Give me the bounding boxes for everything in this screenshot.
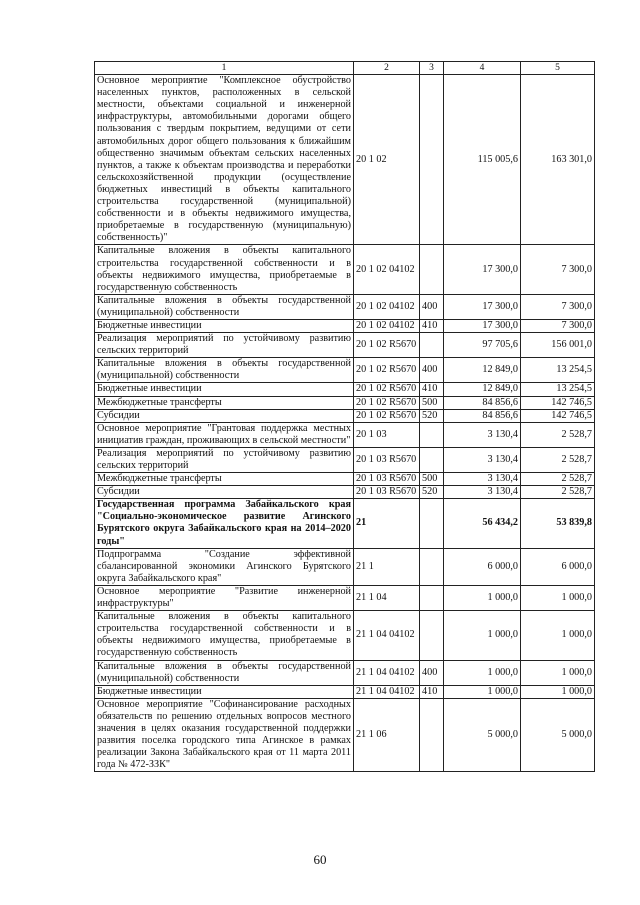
row-code-cell: 21 1 04 04102 [354, 685, 420, 698]
row-expense-type-cell [420, 245, 444, 294]
row-value-1-cell: 1 000,0 [444, 611, 521, 660]
table-header-row [95, 62, 595, 75]
row-value-1-cell: 1 000,0 [444, 685, 521, 698]
row-expense-type-cell [420, 75, 444, 245]
table-row [95, 611, 595, 660]
table-row [95, 585, 595, 610]
table-row [95, 409, 595, 422]
row-name-cell: Капитальные вложения в объекты капитального строительства государственной собственности и в объекты недвижимого имущества, приобретаемые в государственную собственность [95, 245, 354, 294]
row-name-cell: Основное мероприятие "Развитие инженерной инфраструктуры" [95, 585, 354, 610]
row-code-cell: 21 1 04 [354, 585, 420, 610]
row-expense-type-cell: 500 [420, 396, 444, 409]
column-header: 1 [95, 62, 354, 75]
row-value-2-cell: 2 528,7 [521, 473, 595, 486]
row-name-cell: Бюджетные инвестиции [95, 685, 354, 698]
table-row [95, 660, 595, 685]
row-name-cell: Капитальные вложения в объекты государственной (муниципальной) собственности [95, 660, 354, 685]
row-value-2-cell: 156 001,0 [521, 333, 595, 358]
row-code-cell: 20 1 03 R5670 [354, 473, 420, 486]
row-code-cell: 20 1 02 R5670 [354, 333, 420, 358]
table-row [95, 333, 595, 358]
row-value-2-cell: 7 300,0 [521, 294, 595, 319]
row-expense-type-cell: 500 [420, 473, 444, 486]
row-value-1-cell: 17 300,0 [444, 245, 521, 294]
row-code-cell: 21 1 04 04102 [354, 660, 420, 685]
row-value-1-cell: 17 300,0 [444, 294, 521, 319]
row-value-2-cell: 6 000,0 [521, 548, 595, 585]
row-expense-type-cell: 400 [420, 294, 444, 319]
budget-table [94, 61, 595, 772]
table-row [95, 499, 595, 548]
row-code-cell: 21 1 [354, 548, 420, 585]
row-name-cell: Бюджетные инвестиции [95, 383, 354, 396]
row-expense-type-cell: 400 [420, 358, 444, 383]
table-row [95, 548, 595, 585]
row-value-2-cell: 2 528,7 [521, 486, 595, 499]
row-code-cell: 20 1 02 R5670 [354, 358, 420, 383]
row-code-cell: 20 1 03 R5670 [354, 486, 420, 499]
row-code-cell: 20 1 02 04102 [354, 319, 420, 332]
row-value-1-cell: 1 000,0 [444, 660, 521, 685]
column-header: 3 [420, 62, 444, 75]
row-value-2-cell: 7 300,0 [521, 319, 595, 332]
table-row [95, 358, 595, 383]
row-value-2-cell: 142 746,5 [521, 409, 595, 422]
table-row [95, 698, 595, 772]
row-name-cell: Межбюджетные трансферты [95, 396, 354, 409]
row-name-cell: Реализация мероприятий по устойчивому развитию сельских территорий [95, 333, 354, 358]
row-value-2-cell: 53 839,8 [521, 499, 595, 548]
row-expense-type-cell: 520 [420, 409, 444, 422]
row-value-1-cell: 17 300,0 [444, 319, 521, 332]
row-expense-type-cell: 410 [420, 685, 444, 698]
table-row [95, 447, 595, 472]
row-expense-type-cell [420, 611, 444, 660]
row-code-cell: 20 1 02 04102 [354, 245, 420, 294]
row-name-cell: Основное мероприятие "Грантовая поддержка местных инициатив граждан, проживающих в сельской местности" [95, 422, 354, 447]
row-expense-type-cell: 410 [420, 319, 444, 332]
page-number: 60 [313, 852, 327, 867]
table-row [95, 473, 595, 486]
row-expense-type-cell [420, 333, 444, 358]
table-row [95, 685, 595, 698]
row-value-2-cell: 13 254,5 [521, 383, 595, 396]
row-name-cell: Государственная программа Забайкальского края "Социально-экономическое развитие Агинского Бурятского округа Забайкальского края на 2014–2020 годы" [95, 499, 354, 548]
row-name-cell: Субсидии [95, 486, 354, 499]
column-header: 5 [521, 62, 595, 75]
row-value-2-cell: 2 528,7 [521, 447, 595, 472]
row-name-cell: Субсидии [95, 409, 354, 422]
row-value-2-cell: 2 528,7 [521, 422, 595, 447]
row-value-1-cell: 3 130,4 [444, 473, 521, 486]
table-row [95, 245, 595, 294]
row-name-cell: Реализация мероприятий по устойчивому развитию сельских территорий [95, 447, 354, 472]
row-value-2-cell: 7 300,0 [521, 245, 595, 294]
row-value-1-cell: 6 000,0 [444, 548, 521, 585]
row-value-1-cell: 84 856,6 [444, 409, 521, 422]
table-row [95, 383, 595, 396]
row-name-cell: Подпрограмма "Создание эффективной сбалансированной экономики Агинского Бурятского округа Забайкальского края" [95, 548, 354, 585]
row-value-2-cell: 142 746,5 [521, 396, 595, 409]
row-expense-type-cell: 400 [420, 660, 444, 685]
row-code-cell: 20 1 02 04102 [354, 294, 420, 319]
row-value-2-cell: 163 301,0 [521, 75, 595, 245]
row-code-cell: 20 1 03 [354, 422, 420, 447]
row-name-cell: Межбюджетные трансферты [95, 473, 354, 486]
row-value-2-cell: 1 000,0 [521, 660, 595, 685]
row-value-2-cell: 1 000,0 [521, 585, 595, 610]
row-value-2-cell: 13 254,5 [521, 358, 595, 383]
row-expense-type-cell [420, 422, 444, 447]
row-name-cell: Капитальные вложения в объекты капитального строительства государственной собственности и в объекты недвижимого имущества, приобретаемые в государственную собственность [95, 611, 354, 660]
row-code-cell: 20 1 02 R5670 [354, 383, 420, 396]
row-code-cell: 20 1 02 R5670 [354, 396, 420, 409]
row-code-cell: 20 1 02 [354, 75, 420, 245]
row-expense-type-cell: 410 [420, 383, 444, 396]
column-header: 2 [354, 62, 420, 75]
row-value-1-cell: 3 130,4 [444, 486, 521, 499]
row-name-cell: Основное мероприятие "Комплексное обустройство населенных пунктов, расположенных в сельской местности, объектами социальной и инженерной инфраструктуры, автомобильными дорогами общего пользования с твердым покрытием, ведущими от сети автомобильных дорог общего пользования к ближайшим общественно значимым объектам сельских населенных пунктов, а также к объектам производства и переработки сельскохозяйственной продукции (осуществление бюджетных инвестиций в объекты капитального строительства государственной (муниципальной) собственности и в объекты недвижимого имущества, приобретаемые в государственную (муниципальную) собственность)" [95, 75, 354, 245]
table-row [95, 75, 595, 245]
table-row [95, 422, 595, 447]
budget-table-body [95, 62, 595, 772]
row-name-cell: Капитальные вложения в объекты государственной (муниципальной) собственности [95, 294, 354, 319]
row-code-cell: 21 [354, 499, 420, 548]
table-row [95, 294, 595, 319]
row-expense-type-cell: 520 [420, 486, 444, 499]
row-value-2-cell: 5 000,0 [521, 698, 595, 772]
row-expense-type-cell [420, 499, 444, 548]
table-row [95, 396, 595, 409]
row-code-cell: 20 1 03 R5670 [354, 447, 420, 472]
row-value-1-cell: 3 130,4 [444, 422, 521, 447]
row-value-1-cell: 12 849,0 [444, 383, 521, 396]
row-expense-type-cell [420, 447, 444, 472]
column-header: 4 [444, 62, 521, 75]
row-value-1-cell: 56 434,2 [444, 499, 521, 548]
row-value-1-cell: 5 000,0 [444, 698, 521, 772]
row-name-cell: Бюджетные инвестиции [95, 319, 354, 332]
row-value-2-cell: 1 000,0 [521, 685, 595, 698]
row-code-cell: 20 1 02 R5670 [354, 409, 420, 422]
row-expense-type-cell [420, 698, 444, 772]
row-name-cell: Основное мероприятие "Софинансирование расходных обязательств по решению отдельных вопросов местного значения в целях оказания государственной поддержки развития поселка городского типа Агинское в рамках реализации Закона Забайкальского края от 11 марта 2011 года № 472-ЗЗК" [95, 698, 354, 772]
row-value-1-cell: 12 849,0 [444, 358, 521, 383]
row-expense-type-cell [420, 585, 444, 610]
row-expense-type-cell [420, 548, 444, 585]
table-row [95, 486, 595, 499]
row-value-1-cell: 115 005,6 [444, 75, 521, 245]
row-value-1-cell: 3 130,4 [444, 447, 521, 472]
row-code-cell: 21 1 04 04102 [354, 611, 420, 660]
row-value-1-cell: 97 705,6 [444, 333, 521, 358]
table-row [95, 319, 595, 332]
row-value-1-cell: 1 000,0 [444, 585, 521, 610]
row-value-2-cell: 1 000,0 [521, 611, 595, 660]
row-value-1-cell: 84 856,6 [444, 396, 521, 409]
row-code-cell: 21 1 06 [354, 698, 420, 772]
row-name-cell: Капитальные вложения в объекты государственной (муниципальной) собственности [95, 358, 354, 383]
